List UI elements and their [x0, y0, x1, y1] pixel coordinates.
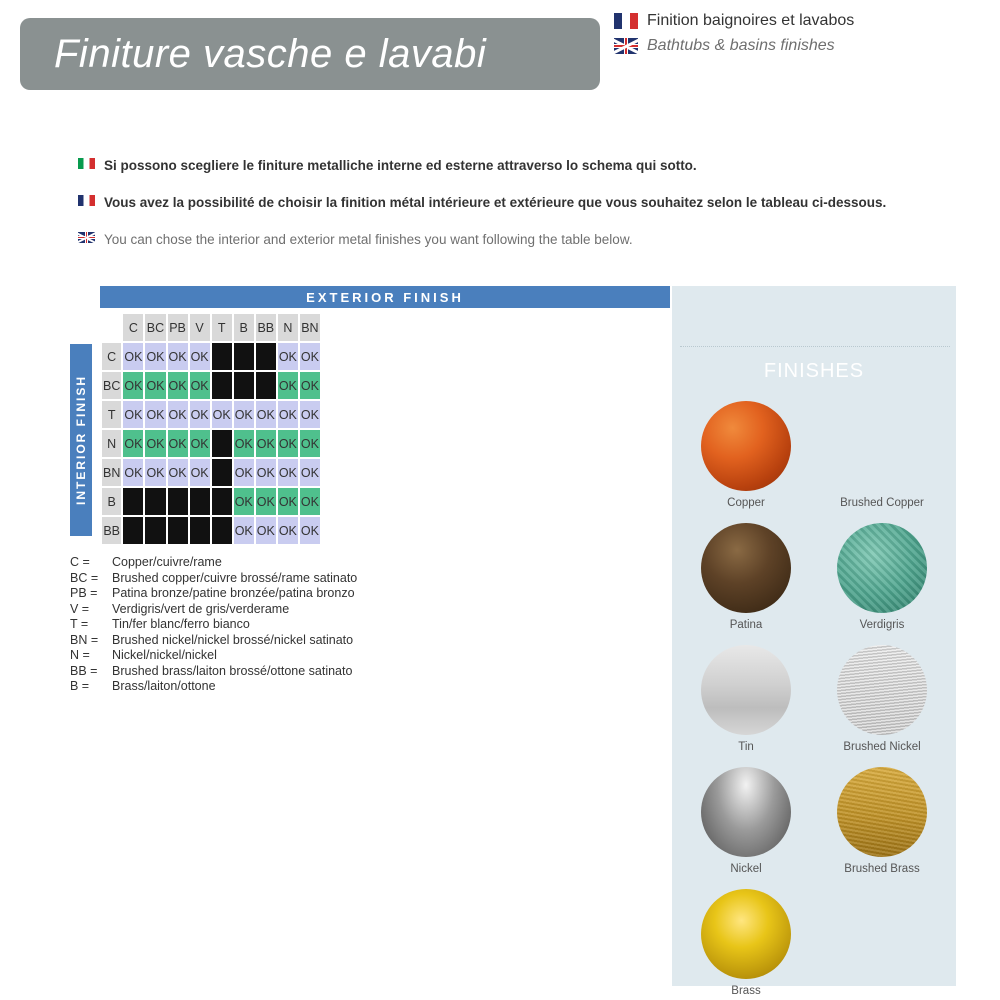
- intro-text-it: Si possono scegliere le finiture metalliche interne ed esterne attraverso lo schema qui sotto.: [104, 158, 697, 173]
- matrix-cell: OK: [278, 517, 298, 544]
- finish-label: Brushed Copper: [840, 497, 924, 509]
- matrix-cell: OK: [190, 372, 210, 399]
- finish-swatch-icon: [701, 401, 791, 491]
- finish-item[interactable]: [818, 645, 946, 753]
- legend-row: [70, 602, 357, 618]
- legend-key: N =: [70, 648, 90, 662]
- matrix-cell: OK: [212, 401, 232, 428]
- matrix-row: [102, 372, 320, 399]
- finish-item[interactable]: [818, 523, 946, 631]
- matrix-cell: OK: [168, 343, 188, 370]
- finish-swatch-icon: [701, 645, 791, 735]
- uk-flag-icon-small: [78, 232, 95, 243]
- matrix-cell: OK: [300, 372, 320, 399]
- interior-finish-header: [70, 344, 92, 536]
- finish-swatch-icon: [837, 401, 927, 491]
- matrix-cell: OK: [256, 459, 276, 486]
- matrix-cell: [168, 517, 188, 544]
- legend-row: [70, 555, 357, 571]
- matrix-cell: OK: [190, 430, 210, 457]
- matrix-cell: OK: [234, 459, 254, 486]
- matrix-cell: [256, 372, 276, 399]
- matrix-cell: [212, 343, 232, 370]
- matrix-cell: OK: [123, 459, 143, 486]
- uk-flag-icon: [614, 38, 638, 54]
- matrix-header-row: [102, 314, 320, 341]
- matrix-column-header: BB: [256, 314, 276, 341]
- legend-key: V =: [70, 601, 90, 616]
- finish-label: Patina: [729, 619, 763, 631]
- matrix-column-header: V: [190, 314, 210, 341]
- legend-value: Nickel/nickel/nickel: [112, 648, 217, 662]
- matrix-column-header: BN: [300, 314, 320, 341]
- finish-item[interactable]: [818, 767, 946, 875]
- intro-text-en: You can chose the interior and exterior metal finishes you want following the table below.: [104, 232, 633, 247]
- matrix-cell: OK: [256, 517, 276, 544]
- header-title-fr: Finition baignoires et lavabos: [647, 12, 855, 29]
- matrix-row: [102, 343, 320, 370]
- matrix-cell: OK: [300, 343, 320, 370]
- legend-value: Patina bronze/patine bronzée/patina bronzo: [112, 586, 355, 600]
- matrix-cell: OK: [300, 430, 320, 457]
- legend-key: C =: [70, 555, 90, 569]
- matrix-cell: OK: [300, 517, 320, 544]
- finish-label: Nickel: [730, 863, 762, 875]
- legend-key: T =: [70, 617, 89, 631]
- matrix-column-header: C: [123, 314, 143, 341]
- legend-key: BN =: [70, 632, 99, 647]
- matrix-row: [102, 401, 320, 428]
- france-flag-icon-small: [78, 195, 95, 206]
- matrix-row: [102, 459, 320, 486]
- matrix-cell: OK: [300, 401, 320, 428]
- finish-swatch-icon: [701, 767, 791, 857]
- matrix-cell: OK: [145, 372, 165, 399]
- matrix-cell: [212, 430, 232, 457]
- header-title-fr-row: [614, 12, 984, 30]
- matrix-cell: OK: [234, 401, 254, 428]
- finish-item[interactable]: [682, 645, 810, 753]
- matrix-row-header: N: [102, 430, 121, 457]
- finish-label: Brass: [731, 985, 761, 997]
- page-title: Finiture vasche e lavabi: [54, 31, 487, 76]
- legend-key: PB =: [70, 586, 98, 600]
- matrix-row: [102, 430, 320, 457]
- finish-swatch-icon: [837, 645, 927, 735]
- matrix-cell: [212, 459, 232, 486]
- finishes-grid: [672, 383, 956, 1000]
- legend-row: [70, 664, 357, 680]
- interior-finish-label: INTERIOR FINISH: [74, 374, 88, 505]
- finish-swatch-icon: [837, 767, 927, 857]
- legend-value: Brushed nickel/nickel brossé/nickel satinato: [112, 632, 354, 647]
- intro-text-fr: Vous avez la possibilité de choisir la finition métal intérieure et extérieure que vous souhaitez selon le tableau ci-dessous.: [104, 195, 887, 210]
- matrix-column-header: B: [234, 314, 254, 341]
- finish-item[interactable]: [682, 401, 810, 509]
- matrix-cell: OK: [300, 488, 320, 515]
- legend-key: BC =: [70, 570, 99, 585]
- matrix-cell: OK: [278, 343, 298, 370]
- matrix-cell: OK: [145, 343, 165, 370]
- legend-row: [70, 617, 357, 633]
- matrix-row-header: BB: [102, 517, 121, 544]
- intro-row-en: [78, 232, 918, 247]
- matrix-cell: [234, 343, 254, 370]
- finish-label: Brushed Nickel: [843, 741, 921, 753]
- matrix-cell: OK: [300, 459, 320, 486]
- matrix-cell: OK: [123, 372, 143, 399]
- header-translations: [614, 12, 984, 62]
- matrix-cell: OK: [256, 488, 276, 515]
- matrix-cell: OK: [123, 430, 143, 457]
- legend-value: Brass/laiton/ottone: [112, 679, 216, 693]
- matrix-cell: OK: [234, 488, 254, 515]
- matrix-column-header: PB: [168, 314, 188, 341]
- matrix-cell: OK: [278, 372, 298, 399]
- matrix-cell: OK: [256, 430, 276, 457]
- finish-item[interactable]: [818, 401, 946, 509]
- matrix-cell: [145, 517, 165, 544]
- matrix-cell: [190, 488, 210, 515]
- france-flag-icon: [614, 13, 638, 29]
- legend-value: Verdigris/vert de gris/verderame: [112, 601, 290, 616]
- matrix-cell: OK: [278, 488, 298, 515]
- finish-item[interactable]: [682, 523, 810, 631]
- legend-row: [70, 571, 357, 587]
- matrix-row: [102, 517, 320, 544]
- matrix-cell: OK: [168, 459, 188, 486]
- matrix-cell: OK: [190, 343, 210, 370]
- matrix-cell: [212, 372, 232, 399]
- matrix-column-header: T: [212, 314, 232, 341]
- header-title-en: Bathtubs & basins finishes: [647, 37, 835, 54]
- matrix-cell: [145, 488, 165, 515]
- matrix-cell: OK: [278, 401, 298, 428]
- legend-row: [70, 679, 357, 695]
- matrix-cell: OK: [145, 430, 165, 457]
- matrix-cell: OK: [145, 401, 165, 428]
- matrix-cell: OK: [123, 401, 143, 428]
- matrix-cell: OK: [168, 372, 188, 399]
- matrix-cell: [212, 488, 232, 515]
- matrix-cell: [256, 343, 276, 370]
- finish-label: Tin: [738, 741, 754, 753]
- matrix-cell: OK: [278, 430, 298, 457]
- panel-divider: [680, 346, 950, 347]
- legend: [70, 555, 357, 695]
- matrix-cell: OK: [123, 343, 143, 370]
- legend-row: [70, 633, 357, 649]
- intro-block: [78, 158, 918, 269]
- matrix-cell: [168, 488, 188, 515]
- matrix-cell: OK: [234, 517, 254, 544]
- legend-row: [70, 648, 357, 664]
- matrix-table: [100, 312, 322, 546]
- matrix-column-header: N: [278, 314, 298, 341]
- finishes-panel: [672, 286, 956, 997]
- finish-swatch-icon: [701, 889, 791, 979]
- matrix-column-header: BC: [145, 314, 165, 341]
- matrix-cell: OK: [190, 401, 210, 428]
- finish-item[interactable]: [682, 767, 810, 875]
- matrix-cell: [123, 517, 143, 544]
- finish-label: Copper: [727, 497, 765, 509]
- legend-row: [70, 586, 357, 602]
- title-banner: [20, 18, 600, 90]
- matrix-corner-cell: [102, 314, 121, 341]
- matrix-row-header: T: [102, 401, 121, 428]
- matrix-row: [102, 488, 320, 515]
- matrix-cell: OK: [234, 430, 254, 457]
- matrix-cell: OK: [278, 459, 298, 486]
- legend-key: BB =: [70, 663, 98, 678]
- matrix-cell: OK: [168, 401, 188, 428]
- matrix-cell: OK: [190, 459, 210, 486]
- matrix-cell: OK: [145, 459, 165, 486]
- italy-flag-icon: [78, 158, 95, 169]
- matrix-cell: [123, 488, 143, 515]
- finish-item[interactable]: [682, 889, 810, 997]
- finish-label: Brushed Brass: [844, 863, 920, 875]
- matrix-cell: OK: [168, 430, 188, 457]
- matrix-row-header: B: [102, 488, 121, 515]
- matrix-cell: [212, 517, 232, 544]
- matrix-row-header: C: [102, 343, 121, 370]
- legend-value: Brushed copper/cuivre brossé/rame satinato: [112, 570, 358, 585]
- intro-row-fr: [78, 195, 918, 210]
- matrix-cell: [190, 517, 210, 544]
- legend-value: Brushed brass/laiton brossé/ottone satinato: [112, 663, 353, 678]
- exterior-finish-header: EXTERIOR FINISH: [100, 286, 670, 308]
- matrix-row-header: BN: [102, 459, 121, 486]
- finish-label: Verdigris: [859, 619, 905, 631]
- finish-swatch-icon: [837, 523, 927, 613]
- finish-swatch-icon: [701, 523, 791, 613]
- matrix-cell: [234, 372, 254, 399]
- legend-value: Tin/fer blanc/ferro bianco: [112, 617, 250, 631]
- header-title-en-row: [614, 37, 984, 55]
- matrix-row-header: BC: [102, 372, 121, 399]
- legend-key: B =: [70, 679, 90, 693]
- intro-row-it: [78, 158, 918, 173]
- legend-value: Copper/cuivre/rame: [112, 555, 222, 569]
- finishes-title: FINISHES: [763, 360, 865, 382]
- matrix-cell: OK: [256, 401, 276, 428]
